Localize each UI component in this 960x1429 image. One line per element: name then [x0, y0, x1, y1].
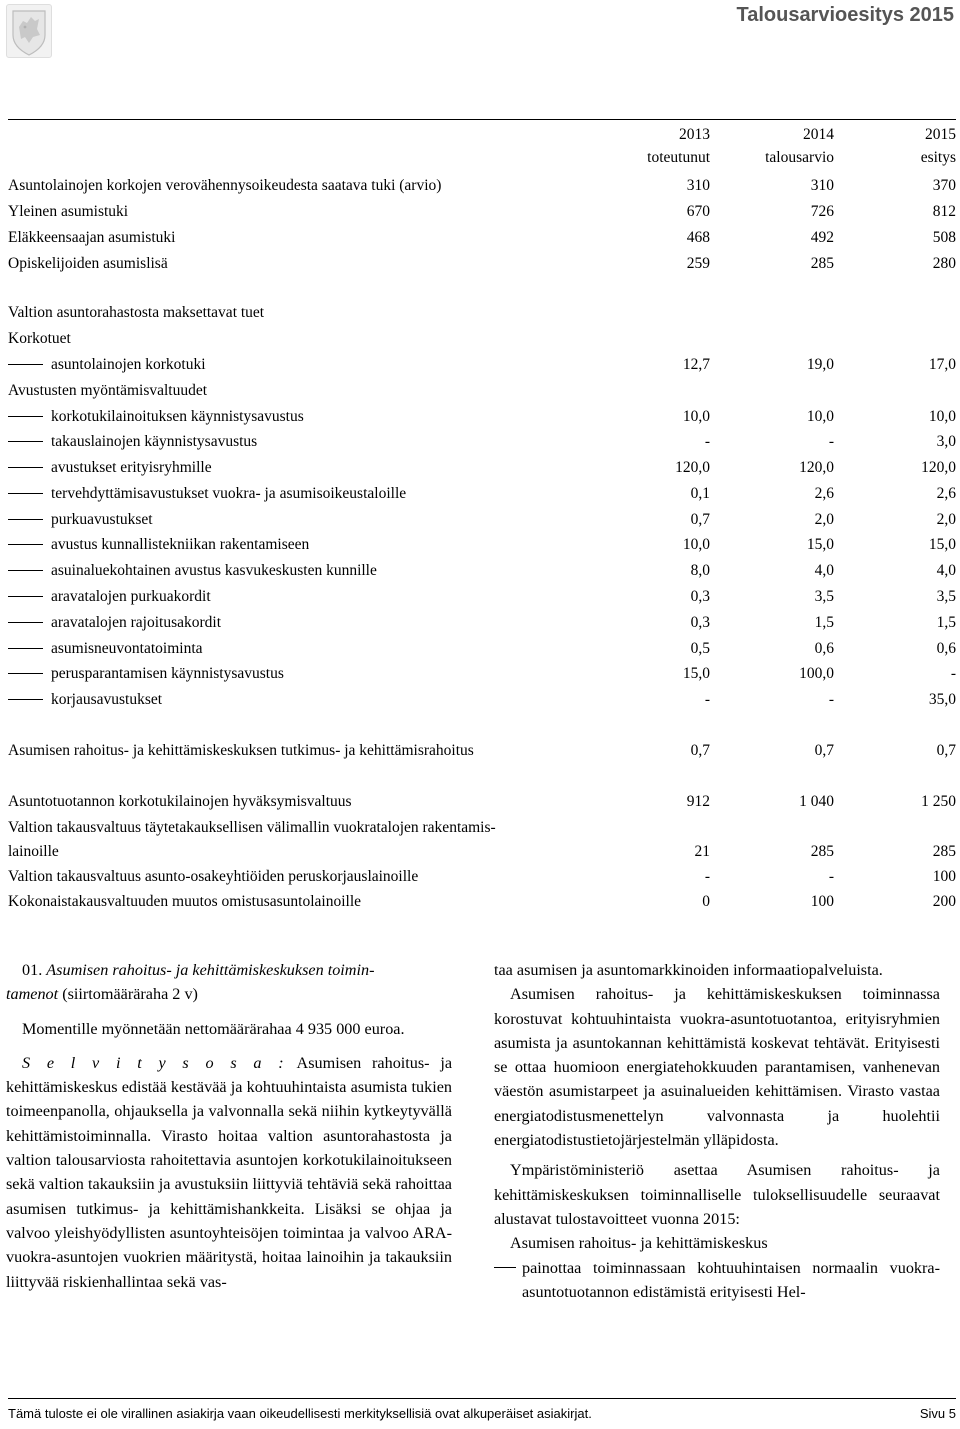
row-value-2013: 10,0 — [682, 408, 710, 425]
table-row — [8, 662, 956, 686]
table-row — [8, 226, 956, 250]
row-value-2015: 1 250 — [921, 793, 956, 810]
dash-marker — [8, 441, 43, 442]
row-value-2015: 370 — [932, 177, 956, 194]
dash-marker — [8, 493, 43, 494]
row-label-text: Valtion asuntorahastosta maksettavat tuet — [8, 304, 265, 321]
row-value-2014: - — [828, 868, 834, 885]
row-label-text: Yleinen asumistuki — [8, 203, 129, 220]
row-value-2014: 285 — [810, 255, 834, 272]
row-label — [8, 456, 212, 480]
dash-marker — [8, 673, 43, 674]
table-row — [8, 174, 956, 198]
section-title-line1: Asumisen rahoitus- ja kehittämiskeskuksen toimin- — [46, 961, 375, 979]
table-row — [8, 379, 956, 403]
row-label-text: Asumisen rahoitus- ja kehittämiskeskuksen tutkimus- ja kehittämisrahoitus — [8, 742, 474, 759]
row-value-2013: 468 — [686, 229, 710, 246]
row-value-2013: 10,0 — [682, 536, 710, 553]
row-label-text: tervehdyttämisavustukset vuokra- ja asumisoikeustaloille — [51, 485, 407, 502]
row-value-2014: 100,0 — [799, 665, 834, 682]
column-sub-2015: esitys — [920, 149, 956, 166]
row-value-2014: 10,0 — [806, 408, 834, 425]
row-value-2015: - — [950, 665, 956, 682]
row-label — [8, 637, 203, 661]
row-value-2015: 285 — [932, 843, 956, 860]
row-label — [8, 200, 128, 224]
row-label-text: Opiskelijoiden asumislisä — [8, 255, 168, 272]
dash-marker — [8, 467, 43, 468]
section-title-line2: tamenot — [6, 985, 59, 1004]
table-row — [8, 252, 956, 276]
row-value-2015: 3,5 — [936, 588, 956, 605]
page-number: Sivu 5 — [919, 1406, 956, 1421]
table-row — [8, 200, 956, 224]
row-value-2013: 259 — [686, 255, 710, 272]
row-value-2015: 17,0 — [928, 356, 956, 373]
page-header — [0, 0, 960, 60]
row-label-text: purkuavustukset — [51, 511, 153, 528]
bullet-text: painottaa toiminnassaan kohtuuhintaisen normaalin vuokra-asuntotuotannon edistämistä erityisesti Hel- — [522, 1258, 940, 1301]
row-value-2014: 310 — [810, 177, 834, 194]
row-value-2014: 4,0 — [814, 562, 834, 579]
text-column-left — [6, 958, 452, 1294]
row-label-text: Avustusten myöntämisvaltuudet — [8, 382, 208, 399]
row-label — [8, 790, 352, 814]
dash-marker — [8, 364, 43, 365]
table-row — [8, 637, 956, 661]
explanation-text: Asumisen rahoitus- ja kehittämiskeskus edistää kestävää ja kohtuuhintaista asumista tukien toimeenpanolla, ohjauksella ja valvonnalla sekä niihin kytkeytyvällä kehittämistoiminnalla. Virasto hoitaa valtion asuntorahastosta ja valtion talousarviosta rahoitettavia asuntojen korkotukilainoitukseen sekä valtion takauksiin ja avustuksiin liittyviä tehtäviä sekä rahoittaa asumisen tutkimus- ja kehittämishankkeita. Lisäksi se ohjaa ja valvoo yleishyödyllisten asuntoyhteisöjen toimintaa ja valvoo ARA-vuokra-asuntojen vuokrien määritystä, hoitaa lainoihin ja takauksiin liittyvää riskienhallintaa sekä vas- — [6, 1053, 453, 1291]
dash-marker — [8, 570, 43, 571]
column-year-2013: 2013 — [679, 126, 710, 143]
row-label-text: Valtion takausvaltuus asunto-osakeyhtiöiden peruskorjauslainoille — [8, 868, 419, 885]
table-row — [8, 456, 956, 480]
paragraph-explanation — [6, 1051, 452, 1294]
row-label — [8, 252, 168, 276]
table-row — [8, 508, 956, 532]
table-row — [8, 353, 956, 377]
row-value-2013: 0,5 — [690, 640, 710, 657]
row-label-text: korkotukilainoituksen käynnistysavustus — [51, 408, 304, 425]
row-value-2015: 15,0 — [928, 536, 956, 553]
table-row — [8, 890, 956, 914]
table-row — [8, 585, 956, 609]
row-label — [8, 840, 59, 864]
row-value-2014: 0,7 — [814, 742, 834, 759]
row-label — [8, 226, 175, 250]
row-value-2014: 726 — [810, 203, 834, 220]
row-value-2013: 670 — [686, 203, 710, 220]
row-label-text: avustukset erityisryhmille — [51, 459, 212, 476]
dash-marker — [8, 416, 43, 417]
bullet-item — [494, 1256, 940, 1305]
row-label-text: Eläkkeensaajan asumistuki — [8, 229, 176, 246]
row-value-2013: 310 — [686, 177, 710, 194]
row-label-text: asuntolainojen korkotuki — [51, 356, 206, 373]
bottom-rule — [8, 1398, 956, 1399]
row-label-text: Korkotuet — [8, 330, 71, 347]
paragraph-appropriation: Momentille myönnetään nettomäärärahaa 4 935 000 euroa. — [22, 1019, 405, 1038]
row-value-2013: 12,7 — [682, 356, 710, 373]
row-value-2013: 0,7 — [690, 742, 710, 759]
table-row — [8, 533, 956, 557]
footer-disclaimer: Tämä tuloste ei ole virallinen asiakirja vaan oikeudellisesti merkityksellisiä ovat alkuperäiset asiakirjat. — [8, 1406, 592, 1421]
row-label-text: aravatalojen rajoitusakordit — [51, 614, 222, 631]
row-value-2014: 3,5 — [814, 588, 834, 605]
row-value-2013: 0,3 — [690, 588, 710, 605]
section-number: 01. — [22, 961, 43, 979]
row-value-2015: 508 — [932, 229, 956, 246]
row-label — [8, 865, 418, 889]
row-value-2013: 0,3 — [690, 614, 710, 631]
row-label-text: perusparantamisen käynnistysavustus — [51, 665, 284, 682]
row-value-2014: - — [828, 433, 834, 450]
row-value-2015: 2,0 — [936, 511, 956, 528]
table-row — [8, 611, 956, 635]
row-label — [8, 301, 264, 325]
dash-marker — [8, 622, 43, 623]
table-row — [8, 840, 956, 864]
page-footer — [8, 1406, 956, 1421]
row-label — [8, 430, 257, 454]
row-value-2015: 3,0 — [936, 433, 956, 450]
row-label — [8, 482, 406, 506]
column-year-2014: 2014 — [803, 126, 834, 143]
row-label — [8, 688, 162, 712]
finnish-lion-crest-icon — [6, 4, 52, 58]
row-label — [8, 508, 153, 532]
row-value-2013: - — [704, 433, 710, 450]
row-value-2013: 120,0 — [675, 459, 710, 476]
row-value-2015: 120,0 — [921, 459, 956, 476]
table-row — [8, 739, 956, 763]
row-value-2014: 0,6 — [814, 640, 834, 657]
table-row — [8, 816, 956, 840]
row-value-2015: 10,0 — [928, 408, 956, 425]
row-value-2013: 0,1 — [690, 485, 710, 502]
paragraph-tasks: Asumisen rahoitus- ja kehittämiskeskuksen toiminnassa korostuvat kohtuuhintaista vuokra-asuntotuotantoa, erityisryhmien asumista ja asuntokannan kehittämistä koskevat tehtävät. Erityisesti se ottaa huomioon energiatehokkuuden parantamisen, vanhenevan väestön asumistarpeet ja asuinalueiden kehittämisen. Virasto vastaa energiatodistusmenettelyn valvonnasta ja huolehtii energiatodistustietojärjestelmän ylläpidosta. — [494, 985, 940, 1150]
row-label — [8, 533, 309, 557]
row-value-2013: 21 — [694, 843, 710, 860]
row-value-2013: 0 — [702, 893, 710, 910]
section-heading — [6, 958, 452, 1007]
row-label — [8, 559, 377, 583]
table-row — [8, 790, 956, 814]
top-rule — [8, 119, 956, 120]
row-value-2015: 100 — [932, 868, 956, 885]
row-value-2014: - — [828, 691, 834, 708]
document-title: Talousarvioesitys 2015 — [736, 4, 954, 26]
row-label — [8, 890, 361, 914]
row-label — [8, 816, 496, 840]
row-value-2015: 0,6 — [936, 640, 956, 657]
row-value-2014: 2,6 — [814, 485, 834, 502]
row-label-text: Asuntotuotannon korkotukilainojen hyväksymisvaltuus — [8, 793, 352, 810]
paragraph-continuation: taa asumisen ja asuntomarkkinoiden informaatiopalveluista. — [494, 961, 883, 979]
table-row — [8, 430, 956, 454]
row-label-text: takauslainojen käynnistysavustus — [51, 433, 258, 450]
table-row — [8, 865, 956, 889]
row-value-2015: 2,6 — [936, 485, 956, 502]
paragraph-agency: Asumisen rahoitus- ja kehittämiskeskus — [510, 1234, 768, 1253]
row-value-2013: - — [704, 868, 710, 885]
row-value-2014: 19,0 — [806, 356, 834, 373]
row-value-2015: 200 — [932, 893, 956, 910]
column-year-2015: 2015 — [925, 126, 956, 143]
row-label-text: lainoille — [8, 843, 59, 860]
table-row — [8, 327, 956, 351]
row-label-text: aravatalojen purkuakordit — [51, 588, 211, 605]
row-value-2014: 1 040 — [799, 793, 834, 810]
row-label — [8, 174, 441, 198]
column-sub-2013: toteutunut — [647, 149, 710, 166]
row-value-2015: 4,0 — [936, 562, 956, 579]
row-value-2015: 812 — [932, 203, 956, 220]
dash-marker — [8, 544, 43, 545]
row-label-text: Valtion takausvaltuus täytetakauksellisen välimallin vuokratalojen rakentamis- — [8, 819, 496, 836]
dash-marker — [8, 648, 43, 649]
row-label — [8, 662, 284, 686]
row-label — [8, 353, 206, 377]
text-column-right — [494, 958, 940, 1304]
row-value-2013: 15,0 — [682, 665, 710, 682]
row-value-2013: 912 — [686, 793, 710, 810]
row-label — [8, 611, 221, 635]
table-row — [8, 301, 956, 325]
row-label-text: asumisneuvontatoiminta — [51, 640, 203, 657]
row-value-2014: 1,5 — [814, 614, 834, 631]
dash-marker — [8, 519, 43, 520]
row-value-2013: 8,0 — [690, 562, 710, 579]
row-label — [8, 405, 304, 429]
row-value-2014: 100 — [810, 893, 834, 910]
selvitys-label: S e l v i t y s o s a : — [22, 1053, 287, 1072]
row-label — [8, 739, 474, 763]
section-type: (siirtomääräraha 2 v) — [62, 985, 198, 1004]
table-row — [8, 688, 956, 712]
row-label — [8, 327, 71, 351]
row-value-2014: 285 — [810, 843, 834, 860]
dash-marker — [8, 596, 43, 597]
row-value-2015: 0,7 — [936, 742, 956, 759]
row-value-2014: 15,0 — [806, 536, 834, 553]
row-value-2015: 1,5 — [936, 614, 956, 631]
row-label-text: asuinaluekohtainen avustus kasvukeskusten kunnille — [51, 562, 377, 579]
row-label-text: Asuntolainojen korkojen verovähennysoikeudesta saatava tuki (arvio) — [8, 177, 442, 194]
row-value-2013: 0,7 — [690, 511, 710, 528]
row-label-text: korjausavustukset — [51, 691, 163, 708]
row-value-2014: 2,0 — [814, 511, 834, 528]
row-label-text: Kokonaistakausvaltuuden muutos omistusasuntolainoille — [8, 893, 362, 910]
table-row — [8, 405, 956, 429]
row-value-2014: 120,0 — [799, 459, 834, 476]
row-value-2013: - — [704, 691, 710, 708]
table-row — [8, 482, 956, 506]
row-label — [8, 585, 211, 609]
row-label-text: avustus kunnallistekniikan rakentamiseen — [51, 536, 310, 553]
row-value-2015: 280 — [932, 255, 956, 272]
row-value-2015: 35,0 — [928, 691, 956, 708]
table-row — [8, 559, 956, 583]
dash-marker — [8, 699, 43, 700]
dash-marker — [494, 1267, 516, 1268]
row-label — [8, 379, 207, 403]
paragraph-targets: Ympäristöministeriö asettaa Asumisen rahoitus- ja kehittämiskeskuksen toiminnalliselle tuloksellisuudelle seuraavat alustavat tulostavoitteet vuonna 2015: — [494, 1161, 940, 1228]
column-sub-2014: talousarvio — [765, 149, 834, 166]
row-value-2014: 492 — [810, 229, 834, 246]
